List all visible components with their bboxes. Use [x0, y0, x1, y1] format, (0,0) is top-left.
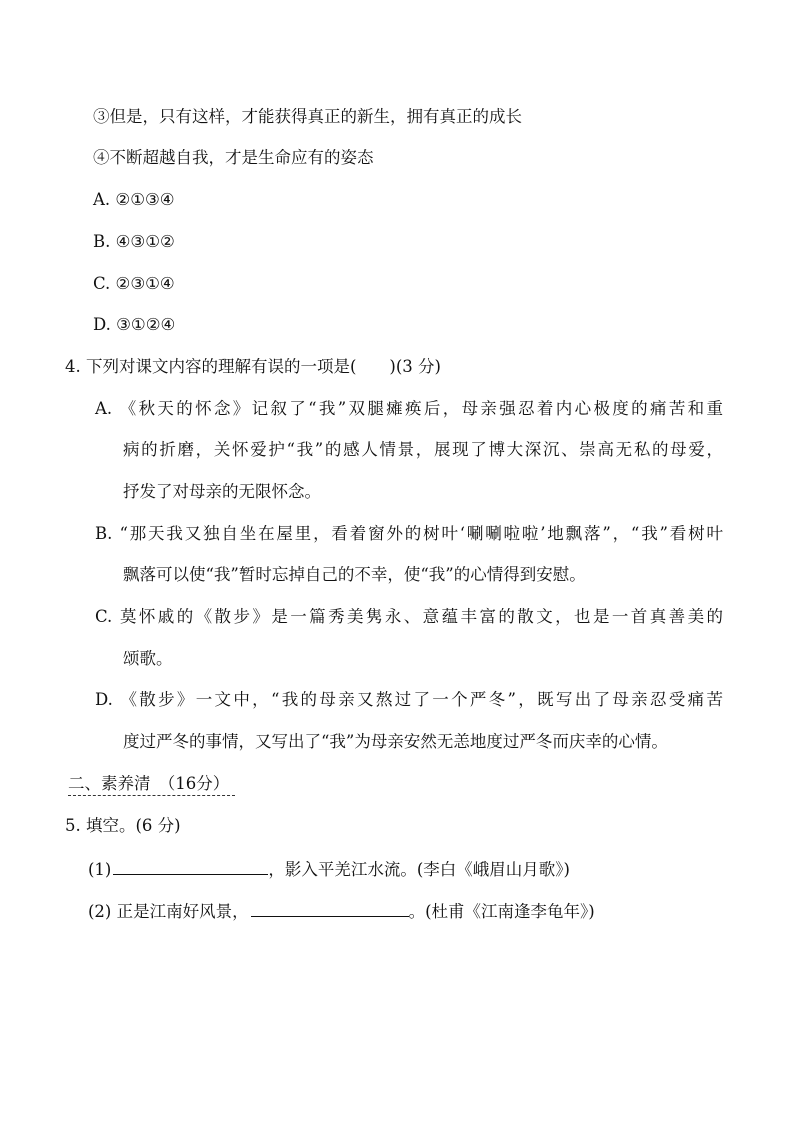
choice-c: C. ②③①④: [93, 274, 175, 293]
answer-blank-1[interactable]: [113, 856, 268, 875]
question-4-option-d-line1: D. 《散步》一文中，“我的母亲又熬过了一个严冬”，既写出了母亲忍受痛苦: [95, 690, 723, 709]
fill-blank-2: [88, 898, 595, 924]
question-4-option-a-line1: A. 《秋天的怀念》记叙了“我”双腿瘫痪后，母亲强忍着内心极度的痛苦和重: [95, 399, 723, 418]
fill-blank-2-prefix: (2) 正是江南好风景，: [88, 902, 249, 921]
question-4-option-b-line2: 飘落可以使“我”暂时忘掉自己的不幸，使“我”的心情得到安慰。: [123, 565, 586, 584]
question-4-option-c-line1: C. 莫怀戚的《散步》是一篇秀美隽永、意蕴丰富的散文，也是一首真善美的: [95, 607, 723, 626]
fill-blank-1-suffix: ，影入平羌江水流。(李白《峨眉山月歌》): [268, 860, 570, 879]
question-4-stem: 4. 下列对课文内容的理解有误的一项是( )(3 分): [65, 357, 441, 376]
choice-d: D. ③①②④: [93, 315, 176, 334]
answer-blank-2[interactable]: [251, 898, 409, 917]
question-4-option-b-line1: B. “那天我又独自坐在屋里，看着窗外的树叶‘唰唰啦啦’地飘落”，“我”看树叶: [95, 524, 723, 543]
section-2-title: 二、素养清 （16分）: [68, 773, 235, 796]
question-4-option-a-line3: 抒发了对母亲的无限怀念。: [123, 482, 321, 501]
question-4-option-c-line2: 颂歌。: [123, 649, 173, 668]
option-item-4: ④不断超越自我，才是生命应有的姿态: [93, 148, 374, 167]
choice-a: A. ②①③④: [93, 190, 175, 209]
fill-blank-1-prefix: (1): [88, 860, 112, 879]
fill-blank-2-suffix: 。(杜甫《江南逢李龟年》): [408, 902, 595, 921]
fill-blank-1: [88, 856, 570, 882]
question-4-option-a-line2: 病的折磨，关怀爱护“我”的感人情景，展现了博大深沉、崇高无私的母爱，: [123, 440, 723, 459]
question-4-option-d-line2: 度过严冬的事情，又写出了“我”为母亲安然无恙地度过严冬而庆幸的心情。: [123, 732, 668, 751]
question-5-stem: 5. 填空。(6 分): [65, 816, 181, 835]
option-item-3: ③但是，只有这样，才能获得真正的新生，拥有真正的成长: [93, 107, 522, 126]
choice-b: B. ④③①②: [93, 232, 175, 251]
